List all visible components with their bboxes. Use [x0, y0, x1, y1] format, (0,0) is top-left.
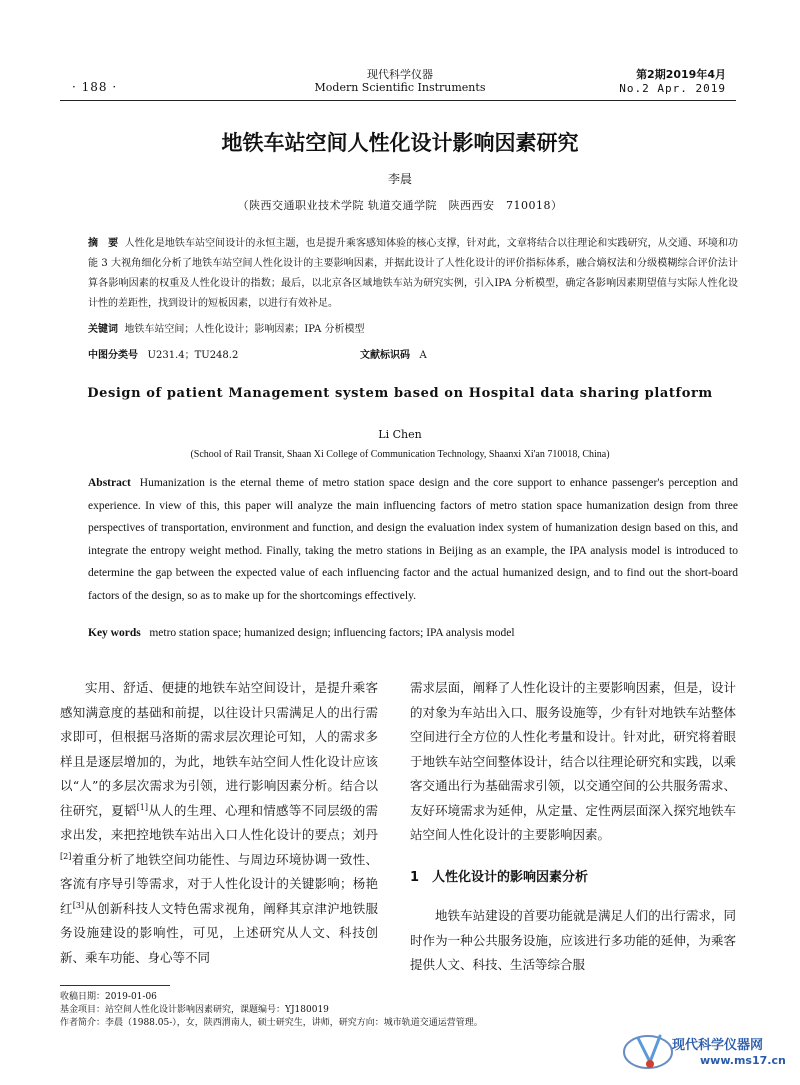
watermark-site-name: 现代科学仪器网: [672, 1038, 764, 1053]
citation-ref: [2]: [60, 851, 72, 861]
abstract-label-en: Abstract: [88, 477, 131, 489]
keywords-label-en: Key words: [88, 627, 141, 639]
keywords-label-cn: 关键词: [88, 324, 118, 335]
body-column-left: [60, 676, 378, 970]
page-number: · 188 ·: [72, 80, 118, 94]
classification-value: U231.4；TU248.2: [147, 350, 239, 361]
issue-info-cn: 第2期2019年4月: [636, 68, 726, 81]
footnote-fund: 基金项目：站空间人性化设计影响因素研究，课题编号：YJ180019: [60, 1005, 329, 1015]
keywords-cn: [88, 320, 365, 335]
classification-number: [88, 346, 238, 361]
author-cn: 李晨: [387, 172, 412, 186]
classification-label: 中图分类号: [88, 350, 138, 361]
keywords-text-cn: 地铁车站空间；人性化设计；影响因素；IPA 分析模型: [124, 324, 365, 335]
keywords-text-en: metro station space; humanized design; influencing factors; IPA analysis model: [149, 627, 515, 639]
header-rule: [60, 100, 736, 101]
issue-info-en: No.2 Apr. 2019: [619, 82, 726, 95]
body-column-right: [410, 676, 736, 978]
section-heading: 1 人性化设计的影响因素分析: [410, 869, 589, 885]
body-text: 着重分析了地铁空间功能性、与周边环境协调一致性、客流有序导引等需求，对于人性化设计的关键影响；杨艳红: [60, 851, 378, 916]
document-code: [360, 346, 427, 361]
body-paragraph: 需求层面，阐释了人性化设计的主要影响因素，但是，设计的对象为车站出入口、服务设施等，少有针对地铁车站整体空间进行全方位的人性化考量和设计。针对此，研究将着眼于地铁车站空间整体设计，结合以往理论研究和实践，以乘客交通出行为基础需求引领，以交通空间的公共服务需求、友好环境需求为延伸，从定量、定性两层面深入探究地铁车站空间人性化设计的主要影响因素。: [410, 680, 736, 842]
affiliation-cn: （陕西交通职业技术学院 轨道交通学院 陕西西安 710018）: [237, 199, 563, 212]
citation-ref: [1]: [136, 802, 149, 812]
footnote-author-bio: 作者简介：李晨（1988.05-），女，陕西渭南人，硕士研究生，讲师，研究方向：城市轨道交通运营管理。: [60, 1018, 483, 1028]
citation-ref: [3]: [72, 900, 85, 910]
document-code-label: 文献标识码: [360, 350, 410, 361]
abstract-text-en: Humanization is the eternal theme of metro station space design and the core support to enhance passenger's perception and experience. In view of this, this paper will analyze the main influencing factors of metro station space humanization design from three perspectives of transportation, environment and function, and design the evaluation index system of humanization design based on this, and integrate the entropy weight method. Finally, taking the metro stations in Beijing as an example, the IPA analysis model is introduced to determine the gap between the expected value of each influencing factor and the actual humanized design, and to find out the short-board factors of the design, so as to make up for the shortcomings effectively.: [88, 477, 739, 602]
abstract-cn: [88, 234, 738, 314]
document-code-value: A: [419, 350, 427, 361]
body-paragraph: 地铁车站建设的首要功能就是满足人们的出行需求，同时作为一种公共服务设施，应该进行多功能的延伸，为乘客提供人文、科技、生活等综合服: [410, 908, 736, 972]
journal-name-en: Modern Scientific Instruments: [314, 81, 486, 94]
abstract-label-cn: 摘 要: [88, 238, 119, 249]
article-title-cn: 地铁车站空间人性化设计影响因素研究: [221, 131, 579, 155]
abstract-en: [88, 472, 738, 607]
article-title-en: Design of patient Management system based on Hospital data sharing platform: [87, 386, 713, 401]
footnote-received: 收稿日期：2019-01-06: [60, 992, 157, 1002]
watermark-url: www.ms17.cn: [700, 1054, 786, 1067]
abstract-text-cn: 人性化是地铁车站空间设计的永恒主题，也是提升乘客感知体验的核心支撑，针对此，文章将结合以往理论和实践研究，从交通、环境和功能 3 大视角细化分析了地铁车站空间人性化设计的主要影响因素，并据此设计了人性化设计的评价指标体系，融合熵权法和分级模糊综合评价法计算各影响因素的权重及人性化设计的指数；最后，以北京各区域地铁车站为研究实例，引入IPA 分析模型，确定各影响因素期望值与实际人性化设计性的差距性，找到设计的短板因素，以进行有效补足。: [88, 238, 739, 309]
journal-name-cn: 现代科学仪器: [367, 68, 433, 81]
body-text: 从创新科技人文特色需求视角，阐释其京津沪地铁服务设施建设的影响性，可见，上述研究从人文、科技创新、乘车功能、身心等不同: [60, 900, 378, 965]
footnote-rule: [60, 985, 170, 986]
body-text: 从人的生理、心理和情感等不同层级的需求出发，来把控地铁车站出入口人性化设计的要点；刘丹: [60, 802, 378, 842]
body-paragraph: [60, 676, 378, 970]
author-en: Li Chen: [378, 428, 422, 441]
affiliation-en: (School of Rail Transit, Shaan Xi College of Communication Technology, Shaanxi Xi'an 710018, China): [190, 449, 610, 460]
keywords-en: [88, 627, 515, 639]
body-text: 实用、舒适、便捷的地铁车站空间设计，是提升乘客感知满意度的基础和前提，以往设计只需满足人的出行需求即可，但根据马洛斯的需求层次理论可知，人的需求多样且是逐层增加的，为此，地铁车站空间人性化设计应该以“人”的多层次需求为引领，进行影响因素分析。结合以往研究，夏韬: [60, 680, 378, 818]
